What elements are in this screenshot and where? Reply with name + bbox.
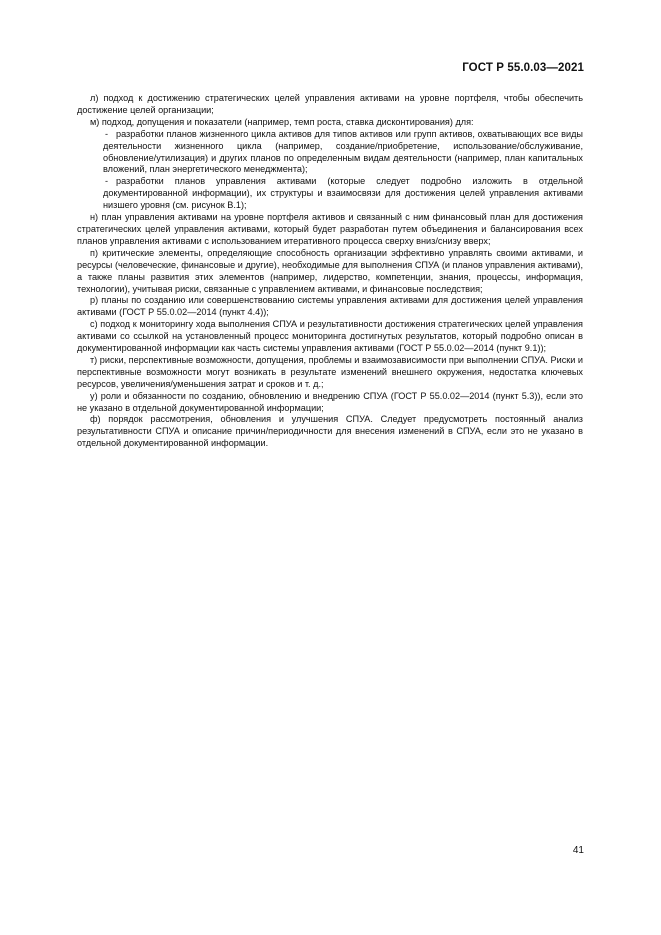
list-item-m: м) подход, допущения и показатели (например, темп роста, ставка дисконтирования) для: — [90, 116, 474, 127]
page-number: 41 — [572, 845, 584, 856]
list-item-p: п) критические элементы, определяющие способность организации эффективно управлять своими активами, и ресурсы (человеческие, финансовые и другие), необходимые для выполнения СПУА (и планов управления активами), а также планы развития этих элементов (например, лидерство, компетенции, знания, процессы, информация, технологии), учитывая риски, связанные с управлением активами, и финансовые последствия; — [77, 247, 583, 294]
list-item-r: р) планы по созданию или совершенствованию системы управления активами для достижения целей управления активами (ГОСТ Р 55.0.02—2014 (пункт 4.4)); — [77, 295, 583, 318]
document-body — [77, 93, 583, 450]
dash-item-lifecycle-plans: - разработки планов жизненного цикла активов для типов активов или групп активов, охватывающих все виды деятельности жизненного цикла (например, создание/приобретение, использование/обслуживание, обновление/утилизация) и других планов по определенным видам деятельности (например, план капитальных вложений, план энергетического менеджмента); — [77, 129, 583, 177]
document-id-header: ГОСТ Р 55.0.03—2021 — [462, 62, 584, 74]
list-item-n: н) план управления активами на уровне портфеля активов и связанный с ним финансовый план для достижения стратегических целей управления активами, который будет разработан путем объединения и балансирования всех планов управления активами с использованием итеративного процесса сверху вниз/снизу вверх; — [77, 212, 583, 246]
list-item-s: с) подход к мониторингу хода выполнения СПУА и результативности достижения стратегических целей управления активами со ссылкой на установленный процесс мониторинга достигнутых результатов, который подробно описан в документированной информации как часть системы управления активами (ГОСТ Р 55.0.02—2014 (пункт 9.1)); — [77, 319, 583, 354]
list-item-f: ф) порядок рассмотрения, обновления и улучшения СПУА. Следует предусмотреть постоянный анализ результативности СПУА и описание причин/периодичности для внесения изменений в СПУА, если это не указано в отдельной документированной информации. — [77, 414, 583, 449]
list-item-u: у) роли и обязанности по созданию, обновлению и внедрению СПУА (ГОСТ Р 55.0.02—2014 (пункт 5.3)), если это не указано в отдельной документированной информации; — [77, 390, 583, 413]
dash-item-management-plans: - разработки планов управления активами (которые следует подробно изложить в отдельной документированной информации), их структуры и взаимосвязи для достижения целей управления активами низшего уровня (см. рисунок В.1); — [77, 176, 583, 212]
list-item-l: л) подход к достижению стратегических целей управления активами на уровне портфеля, чтобы обеспечить достижение целей организации; — [77, 93, 583, 115]
list-item-t: т) риски, перспективные возможности, допущения, проблемы и взаимозависимости при выполнении СПУА. Риски и перспективные возможности могут возникать в результате изменений внешнего окружения, недостатка ключевых ресурсов, увеличения/уменьшения затрат и сроков и т. д.; — [77, 354, 583, 389]
